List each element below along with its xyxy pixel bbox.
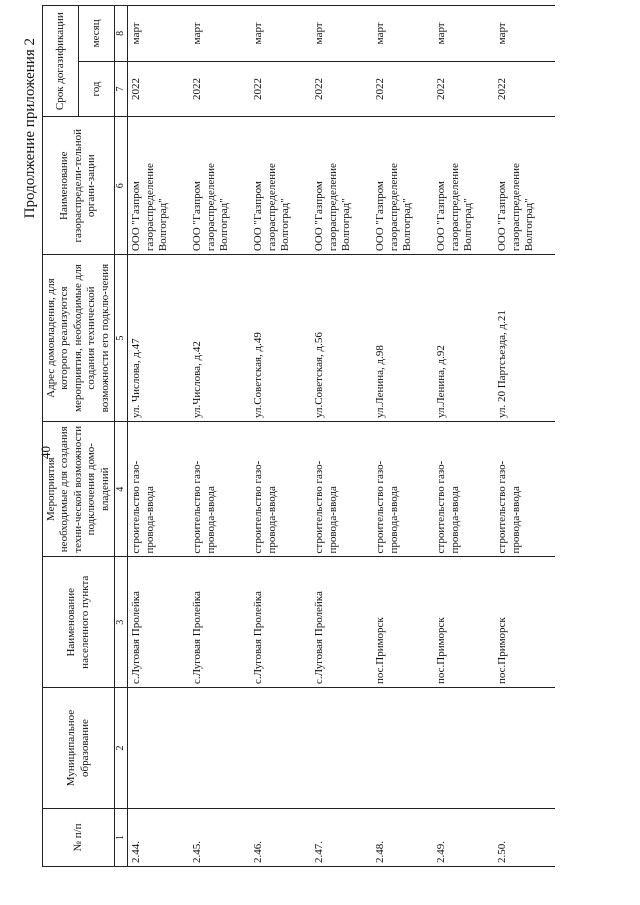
cell-address: ул.Числова, д.42 (189, 255, 250, 422)
cell-month: март (128, 6, 190, 62)
table-row (433, 6, 494, 867)
cell-year: 2022 (494, 61, 555, 117)
cell-settlement: с.Луговая Пролейка (311, 557, 372, 688)
cell-municipality (250, 688, 311, 809)
cell-measures: строительство газо-провода-ввода (128, 422, 190, 557)
cell-address: ул.Советская, д.49 (250, 255, 311, 422)
cell-year: 2022 (189, 61, 250, 117)
cell-settlement: пос.Приморск (494, 557, 555, 688)
cell-municipality (494, 688, 555, 809)
cell-address: ул. 20 Партсъезда, д.21 (494, 255, 555, 422)
cell-gas-org: ООО "Газпром газораспределение Волгоград" (433, 117, 494, 255)
col-number: 6 (115, 117, 128, 255)
table-row (189, 6, 250, 867)
continuation-note: Продолжение приложения 2 (22, 38, 38, 219)
header-municipality: Муниципальное образование (43, 688, 115, 809)
cell-month: март (494, 6, 555, 62)
table-row (494, 6, 555, 867)
header-num: № п/п (43, 808, 115, 866)
col-number: 8 (115, 6, 128, 62)
cell-address: ул.Ленина, д.98 (372, 255, 433, 422)
cell-gas-org: ООО "Газпром газораспределение Волгоград" (311, 117, 372, 255)
cell-gas-org: ООО "Газпром газораспределение Волгоград" (494, 117, 555, 255)
cell-year: 2022 (250, 61, 311, 117)
cell-month: март (189, 6, 250, 62)
gasification-table (42, 5, 555, 867)
cell-num: 2.49. (433, 808, 494, 866)
cell-num: 2.48. (372, 808, 433, 866)
header-measures: Мероприятия необходимые для создания техни-ческой возможности подключения домо-владений (43, 422, 115, 557)
cell-measures: строительство газо-провода-ввода (494, 422, 555, 557)
cell-measures: строительство газо-провода-ввода (433, 422, 494, 557)
cell-gas-org: ООО "Газпром газораспределение Волгоград" (128, 117, 190, 255)
cell-settlement: пос.Приморск (433, 557, 494, 688)
cell-month: март (311, 6, 372, 62)
cell-num: 2.44. (128, 808, 190, 866)
cell-settlement: с.Луговая Пролейка (189, 557, 250, 688)
cell-measures: строительство газо-провода-ввода (311, 422, 372, 557)
cell-settlement: пос.Приморск (372, 557, 433, 688)
cell-gas-org: ООО "Газпром газораспределение Волгоград" (189, 117, 250, 255)
cell-year: 2022 (311, 61, 372, 117)
col-number: 4 (115, 422, 128, 557)
col-number: 7 (115, 61, 128, 117)
col-number: 2 (115, 688, 128, 809)
column-number-row (115, 6, 128, 867)
cell-address: ул.Ленина, д.92 (433, 255, 494, 422)
cell-num: 2.45. (189, 808, 250, 866)
table-row (372, 6, 433, 867)
header-address: Адрес домовладения, для которого реализуются мероприятия, необходимые для создания технической возможности его подклю-чения (43, 255, 115, 422)
cell-municipality (433, 688, 494, 809)
cell-measures: строительство газо-провода-ввода (372, 422, 433, 557)
header-gas-org: Наименование газораспредели-тельной органи-зации (43, 117, 115, 255)
cell-municipality (128, 688, 190, 809)
cell-gas-org: ООО "Газпром газораспределение Волгоград" (250, 117, 311, 255)
cell-settlement: с.Луговая Пролейка (128, 557, 190, 688)
cell-month: март (372, 6, 433, 62)
page-number: 40 (38, 446, 53, 459)
cell-measures: строительство газо-провода-ввода (189, 422, 250, 557)
col-number: 5 (115, 255, 128, 422)
cell-year: 2022 (433, 61, 494, 117)
col-number: 1 (115, 808, 128, 866)
cell-year: 2022 (128, 61, 190, 117)
cell-gas-org: ООО "Газпром газораспределение Волгоград" (372, 117, 433, 255)
cell-address: ул.Советская, д.56 (311, 255, 372, 422)
col-number: 3 (115, 557, 128, 688)
cell-num: 2.47. (311, 808, 372, 866)
cell-address: ул. Числова, д.47 (128, 255, 190, 422)
table-row (250, 6, 311, 867)
cell-settlement: с.Луговая Пролейка (250, 557, 311, 688)
table-row (311, 6, 372, 867)
header-month: месяц (79, 6, 115, 62)
table-row (128, 6, 190, 867)
cell-year: 2022 (372, 61, 433, 117)
cell-month: март (250, 6, 311, 62)
header-settlement: Наименование населенного пункта (43, 557, 115, 688)
cell-municipality (189, 688, 250, 809)
cell-month: март (433, 6, 494, 62)
cell-num: 2.46. (250, 808, 311, 866)
header-term: Срок догазификации (43, 6, 79, 117)
cell-municipality (372, 688, 433, 809)
cell-municipality (311, 688, 372, 809)
cell-measures: строительство газо-провода-ввода (250, 422, 311, 557)
header-year: год (79, 61, 115, 117)
cell-num: 2.50. (494, 808, 555, 866)
